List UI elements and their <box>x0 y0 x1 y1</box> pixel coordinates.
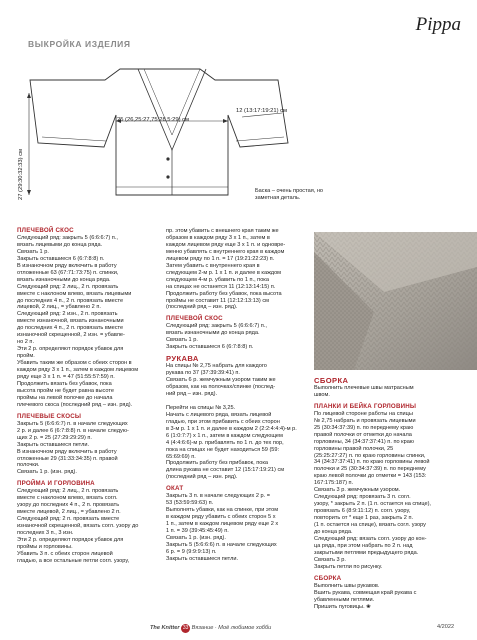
section-heading: ПЛЕЧЕВОЙ СКОС <box>17 227 74 234</box>
text-line: 2 р. и далее 6 (6:7:8:8) п. в начале следую- <box>17 427 129 434</box>
text-line: Продолжить работу без прибавок, пока <box>166 460 269 467</box>
text-line: Начать с лицевого ряда, вязать лицевой <box>166 411 272 418</box>
knit-photo <box>314 232 477 370</box>
text-line <box>166 398 308 405</box>
text-line: гладью, при этом прибавить с обеих сторон <box>166 418 280 425</box>
text-line: Связать 3 р. жемчужным узором. <box>314 487 401 494</box>
text-line: до последних 4 п., 2 п. провязать вместе <box>17 297 124 304</box>
garment-schematic <box>20 55 320 210</box>
pattern-heading: ВЫКРОЙКА ИЗДЕЛИЯ <box>28 39 131 49</box>
text-line: проймы на левой полочке до начала <box>17 394 113 401</box>
text-line: (последний ряд – изн. ряд). <box>166 474 238 481</box>
text-line: полочки и 25 (30:34:37:39) п. по переднему <box>314 466 426 473</box>
text-line: 34 (34:37:37:41) п. по краю горловины левой <box>314 459 430 466</box>
sleeve-dimension: 12 (13:17:19:21) см <box>236 108 288 114</box>
text-line: полочки. <box>17 462 40 469</box>
text-line: (последний ряд – изн. ряд). <box>166 304 238 311</box>
text-line: Выполнить плечевые швы матрасным <box>314 384 414 391</box>
text-line: ний ряд – изн. ряд). <box>166 390 218 397</box>
text-line: Перейти на спицы № 3,25. <box>166 404 236 411</box>
issue-number: 4/2022 <box>437 624 455 630</box>
text-line: вязать лицевыми до конца ряда. <box>17 241 103 248</box>
text-line: Следующий ряд: 2 изн., 2 п. провязать <box>17 311 118 318</box>
text-line: Следующий ряд: 2 лиц., 2 п. провязать <box>17 488 119 495</box>
text-line: Закрыть петли по рисунку. <box>314 563 383 570</box>
text-line: каждом лицевом ряду еще 3 х 1 п. и одновре- <box>166 241 286 248</box>
text-line: Закрыть 3 п. в начале следующих 2 р. = <box>166 493 270 500</box>
text-line: провязать 6 (8:9:11:12) п. согл. узору, <box>314 508 411 515</box>
text-line: Продолжить вязать без убавок, пока <box>17 380 112 387</box>
text-line: вместе лицевой, 2 лиц., = убавлено 2 п. <box>17 509 121 516</box>
text-line: Эти 2 р. определяют порядок убавок для <box>17 536 124 543</box>
text-line: 53 (53:59:59:63) п. <box>166 500 214 507</box>
schematic-note: Баска – очень простая, но заметная деталь. <box>255 188 324 201</box>
text-line: Следующий ряд: 2 п. провязать вместе <box>17 516 120 523</box>
section-heading: ОКАТ <box>166 485 184 493</box>
text-line: лицевом ряду по 1 п. = 17 (19:21:22:23) п. <box>166 255 275 262</box>
section-heading: ПЛЕЧЕВЫЕ СКОСЫ <box>17 412 82 420</box>
text-line: до последних 4 п., 2 п. провязать вместе <box>17 325 124 332</box>
text-line: пройм. <box>17 353 35 360</box>
width-dimension: 25 (26,25:27,75:28,5:29) см <box>117 117 189 123</box>
text-line: вместе изнаночной, вязать изнаночными <box>17 318 124 325</box>
text-line: на спицах не останется 11 (12:13:14:15) п. <box>166 283 276 290</box>
text-line: убавленными петлями. <box>314 596 375 603</box>
text-line: Закрыть оставшиеся петли. <box>166 555 239 562</box>
text-line: Пришить пуговицы. ❀ <box>314 603 371 610</box>
text-line: краю левой полочки до отметки = 143 (153: <box>314 473 427 480</box>
text-line: вязать изнаночными до конца ряда. <box>17 276 111 283</box>
text-line: щих 2 р. = 25 (27:29:29:29) п. <box>17 434 92 441</box>
section-heading: СБОРКА <box>314 376 349 385</box>
text-line: В изнаночном ряду включить в работу <box>17 262 117 269</box>
text-line: швом. <box>314 391 330 398</box>
text-line: Связать 1 р. <box>17 248 49 255</box>
text-line: отложенные 63 (67:71:73:75) п. спинки, <box>17 269 119 276</box>
text-line: Убавить таким же образом с обеих сторон в <box>17 360 132 367</box>
text-line: Закрыть оставшиеся 6 (6:7:8:8) п. <box>166 344 254 351</box>
section-heading: ПРОЙМА И ГОРЛОВИНА <box>17 480 95 488</box>
section-heading: РУКАВА <box>166 354 199 364</box>
text-line: в каждом ряду убавить с обеих сторон 5 х <box>166 514 276 521</box>
magazine-tagline: Вязание · Моё любимое хобби <box>191 625 272 631</box>
text-line: повторить от * еще 1 раз, закрыть 2 п. <box>314 515 414 522</box>
text-line: изнаночной скрещенной, вязать согл. узору до <box>17 523 139 530</box>
text-line: 25 (30:34:37:39) п. по переднему краю <box>314 424 414 431</box>
text-line: пр. этом убавить с внешнего края таким же <box>166 228 279 234</box>
text-line: 65:69:69) п. <box>166 453 196 460</box>
text-line: 1 п. = 39 (39:45:45:49) п. <box>166 528 229 535</box>
text-line: Эти 2 р. определяют порядок убавок для <box>17 346 124 353</box>
height-dimension: 27 (29:30:32:33) см <box>18 148 24 200</box>
text-line: Следующий ряд: закрыть 5 (6:6:6:7) п., <box>17 234 118 241</box>
text-line: ца ряда, при этом набрать по 2 п. над <box>314 542 413 549</box>
text-line: № 2,75 набрать и провязать лицевыми <box>314 417 416 424</box>
text-line: 6 (1:0:7:7) х 1 п., затем в каждом следующем <box>166 432 283 439</box>
text-line: горловины правой полочки, 25 <box>314 445 394 452</box>
text-line: Закрыть 5 (5:6:6:6) п. в начале следующих <box>166 541 277 548</box>
text-line: В изнаночном ряду включить в работу <box>17 448 117 455</box>
text-line: Связать 6 р. жемчужным узором таким же <box>166 377 276 384</box>
text-line: лицевой, 2 лиц., = убавлено 2 п. <box>17 304 101 311</box>
text-line: Закрыть оставшиеся петли. <box>17 441 90 448</box>
text-line: высота пройм не будет равна высоте <box>17 387 114 394</box>
text-line: Связать 3 р. <box>314 556 346 563</box>
text-line: проймы и горловины. <box>17 543 73 550</box>
text-line: Следующий ряд: 2 лиц., 2 п. провязать <box>17 283 119 290</box>
text-line: Следующий ряд: вязать согл. узору до кон- <box>314 535 427 542</box>
text-line: рукава по 37 (37:39:39:41) п. <box>166 370 240 377</box>
text-line: последних 3 п., 3 изн. <box>17 530 74 537</box>
text-line: Затем убавить с внутреннего края в <box>166 262 260 269</box>
text-line: образом, как на полочках/спинке (послед- <box>166 384 276 391</box>
text-line: гладью, а все остальные петли согл. узору, <box>17 557 130 564</box>
text-line: узору до последних 4 п., 2 п. провязать <box>17 502 120 509</box>
text-line: Следующий ряд: закрыть 5 (6:6:6:7) п., <box>166 323 267 330</box>
text-line: изнаночной скрещенной, 2 изн. = убавле- <box>17 332 125 339</box>
section-heading: ПЛАНКИ И БЕЙКА ГОРЛОВИНЫ <box>314 402 417 410</box>
text-line: Связать 1 р. (изн. ряд). <box>17 469 77 476</box>
text-line: каждом ряду 3 х 1 п., затем в каждом лицевом <box>17 367 139 374</box>
text-line: Закрыть оставшиеся 6 (6:7:8:8) п. <box>17 255 105 262</box>
text-line: 6 р. = 9 (9:9:9:13) п. <box>166 548 217 555</box>
text-line: (1 п. остается на спице), вязать согл. узору <box>314 522 426 529</box>
text-line: 167:175:187) п. <box>314 480 354 487</box>
text-line: ряду еще 3 х 1 п. = 47 (51:55:57:59) п. <box>17 374 115 381</box>
text-line: плечевого скоса (последний ряд – изн. ряд). <box>17 401 133 408</box>
text-line: 4 (4:4:6:6)-м р. прибавлять по 1 п. до тех пор, <box>166 439 284 446</box>
text-line: следующем 2-м р. 1 х 1 п. и далее в каждом <box>166 269 282 276</box>
text-line: На спицы № 2,75 набрать для каждого <box>166 363 267 370</box>
text-line: Вшить рукава, совмещая край рукава с <box>314 589 417 596</box>
text-line: закрытыми петлями предыдущего ряда. <box>314 549 419 556</box>
page-title: Pippa <box>415 14 461 35</box>
text-line: в 3-м р. 1 х 1 п. и далее в каждом 2 (2:2:4:4:4)-м р. <box>166 425 297 432</box>
text-line: длина рукава не составит 12 (15:17:19:21) см <box>166 467 285 474</box>
text-line: правой полочки от отметки до начала <box>314 431 412 438</box>
text-line: Связать 1 р. <box>166 337 198 344</box>
text-line: следующем 4-м р. убавить по 1 п., пока <box>166 276 269 283</box>
text-line: проймы не составит 11 (12:12:13:13) см <box>166 297 269 304</box>
section-heading: ПЛЕЧЕВОЙ СКОС <box>166 315 223 323</box>
text-line: отложенные 29 (31:33:34:35) п. правой <box>17 455 118 462</box>
text-line: но 2 п. <box>17 339 35 346</box>
text-line: Закрыть 5 (6:6:6:7) п. в начале следующих <box>17 420 128 427</box>
text-line: Выполнять убавки, как на спинке, при этом <box>166 507 279 514</box>
page-number: 33 <box>182 625 189 631</box>
text-line: менно убавлять с внутреннего края в каждом <box>166 248 285 255</box>
text-line: вместе с наклоном влево, вязать лицевыми <box>17 290 132 297</box>
text-line: до конца ряда. <box>314 529 353 536</box>
text-line: Связать 1 р. (изн. ряд). <box>166 535 226 542</box>
text-line: Продолжить работу без убавок, пока высота <box>166 290 282 297</box>
section-heading: СБОРКА <box>314 574 342 582</box>
text-line: Выполнить швы рукавов. <box>314 582 380 589</box>
text-line: вместе с наклоном влево, вязать согл. <box>17 495 118 502</box>
text-line: Убавить 3 п. с обеих сторон лицевой <box>17 550 113 557</box>
text-line: (25:25:27:27) п. по краю горловины спинки, <box>314 452 426 459</box>
text-line: горловины, 34 (34:37:37:41) п. по краю <box>314 438 415 445</box>
text-line: 1 п., затем в каждом лицевом ряду еще 2 х <box>166 521 279 528</box>
text-line: Следующий ряд: провязать 3 п. согл. <box>314 494 411 501</box>
text-line: образом в каждом ряду 3 х 1 п., затем в <box>166 234 270 241</box>
text-line: узору, * закрыть 2 п. (1 п. остается на спице), <box>314 501 431 508</box>
text-line: пока на спицах не будет находиться 59 (59: <box>166 446 280 453</box>
text-line: По лицевой стороне работы на спицы <box>314 410 413 417</box>
magazine-name: The Knitter <box>150 625 180 631</box>
text-line: вязать изнаночными до конца ряда. <box>166 330 260 337</box>
